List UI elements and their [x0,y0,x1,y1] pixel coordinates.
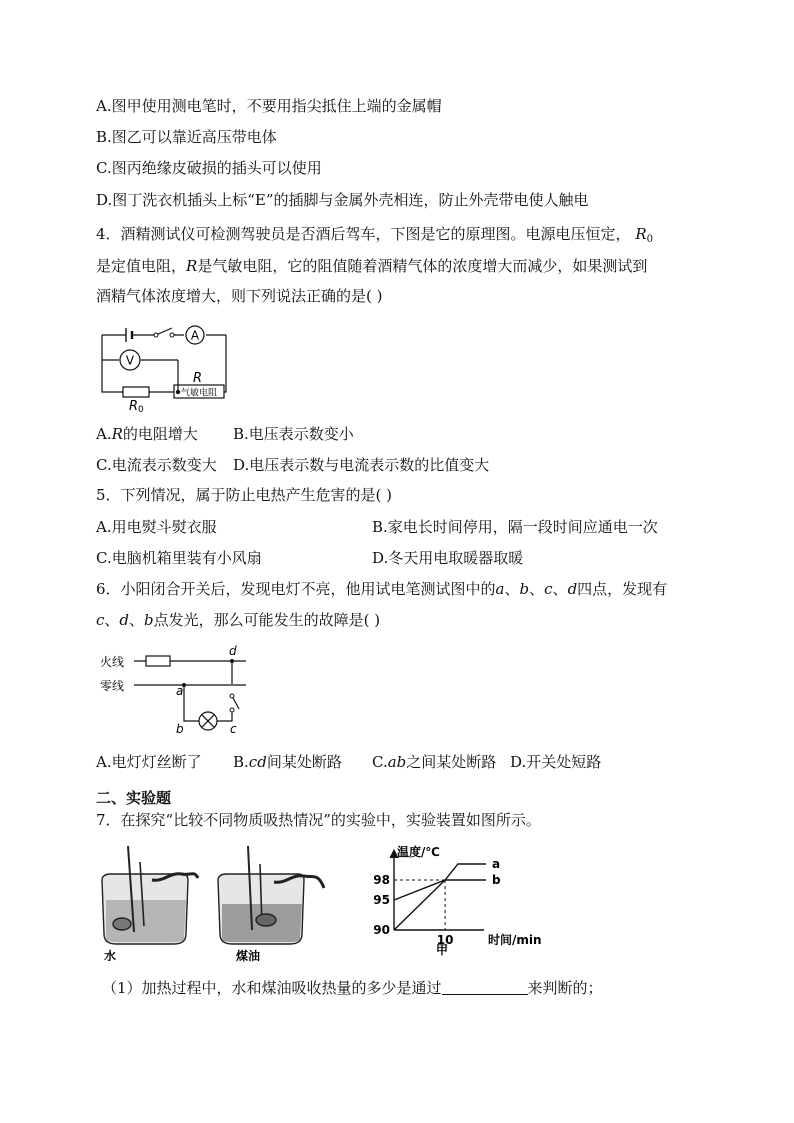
q7-beaker-kerosene [214,842,330,962]
q6-stem-text: 点发光，那么可能发生的故障是( ) [153,611,381,629]
q4-option-a-symbol: R [111,425,123,443]
point-a-label: a [176,684,184,698]
q6-options-row [96,752,602,772]
x-tick-label: 10 [436,933,454,947]
voltmeter-label: V [125,353,135,368]
y-tick-label: 90 [373,923,390,937]
q6-option-c-text: 之间某处断路 [406,753,497,771]
fixed-resistor-r0 [123,387,149,397]
q7-stem: 7．在探究“比较不同物质吸热情况”的实验中，实验装置如图所示。 [96,811,541,829]
q6-option-b-segment: cd [248,753,267,771]
live-wire-label: 火线 [100,655,125,669]
q5-option-b: B.家电长时间停用，隔一段时间应通电一次 [372,518,658,536]
q4-option-a-prefix: A. [96,425,112,443]
q4-option-a [96,425,198,443]
q6-option-c [372,752,496,772]
series-line-a [394,864,486,930]
sensor-caption: 气敏电阻 [180,388,218,399]
q5-option-c: C.电脑机箱里装有小风扇 [96,549,262,567]
q5-option-a: A.用电熨斗熨衣服 [96,518,217,536]
q4-circuit-diagram [96,320,236,415]
q7-beaker-water [98,842,204,962]
beaker-kerosene-label: 煤油 [236,949,261,963]
q4-r0-symbol: R [635,225,647,243]
q6-point-c: c [544,580,553,598]
q6-separator: 、 [129,611,145,629]
q7-sub1-text: （1）加热过程中，水和煤油吸收热量的多少是通过 [102,979,442,997]
q6-option-c-segment: ab [387,753,407,771]
q7-sub1-text-end: 来判断的； [527,979,603,997]
q5-option-d: D.冬天用电取暖器取暖 [372,549,524,567]
q4-options-row2 [96,455,490,475]
temperature-time-chart [360,838,560,956]
q4-stem-text: 是气敏电阻，它的阻值随着酒精气体的浓度增大而减少，如果测试到 [197,257,648,275]
chart-caption: 甲 [436,943,449,957]
answer-blank[interactable] [442,980,528,995]
section-heading-experiments: 二、实验题 [96,789,172,807]
q4-stem-line2 [96,256,647,276]
x-axis-label: 时间/min [488,933,542,947]
q5-stem: 5．下列情况，属于防止电热产生危害的是( ) [96,486,393,504]
q4-option-a-text: 的电阻增大 [122,425,198,443]
q3-option-c: C.图丙绝缘皮破损的插头可以使用 [96,159,322,177]
q4-stem-line1 [96,224,653,250]
q6-separator: 、 [504,580,520,598]
ammeter-label: A [190,328,200,343]
q6-separator: 、 [104,611,120,629]
series-line-b [394,880,486,900]
q6-option-b-prefix: B. [233,753,249,771]
q3-option-b: B.图乙可以靠近高压带电体 [96,128,277,146]
q6-stem-line2 [96,610,380,630]
q6-point-b: b [519,580,530,598]
neutral-wire-label: 零线 [100,679,125,693]
q4-option-d: D.电压表示数与电流表示数的比值变大 [233,456,490,474]
r0-label: R [129,399,139,414]
q4-stem-line3: 酒精气体浓度增大，则下列说法正确的是( ) [96,287,383,305]
q6-point-b: b [144,611,154,629]
q6-point-a: a [495,580,505,598]
y-axis-label: 温度/℃ [397,845,440,859]
q4-stem-text: 4．酒精测试仪可检测驾驶员是否酒后驾车，下图是它的原理图。电源电压恒定， [96,225,631,243]
q6-stem-text: 四点，发现有 [577,580,668,598]
q6-stem-line1 [96,579,667,599]
q6-circuit-diagram [96,642,256,742]
q4-option-c: C.电流表示数变大 [96,456,217,474]
r0-label-subscript: 0 [138,405,144,415]
q4-r0-subscript: 0 [646,234,654,245]
beaker-water-label: 水 [104,949,117,963]
q7-sub1 [102,978,603,998]
q6-point-c: c [96,611,105,629]
point-d-label: d [229,644,237,658]
y-tick-label: 95 [373,893,390,907]
q6-option-a: A.电灯灯丝断了 [96,753,202,771]
q4-option-b: B.电压表示数变小 [233,425,354,443]
fuse-icon [146,656,170,666]
q6-option-c-prefix: C. [372,753,388,771]
y-tick-label: 98 [373,873,390,887]
q6-stem-text: 6．小阳闭合开关后，发现电灯不亮，他用试电笔测试图中的 [96,580,496,598]
q6-option-b [233,752,342,772]
q4-stem-text: 是定值电阻， [96,257,187,275]
point-b-label: b [176,722,184,736]
q4-r-symbol: R [186,257,198,275]
q6-option-d: D.开关处短路 [510,753,602,771]
q4-options-row1 [96,424,354,444]
q3-option-a: A.图甲使用测电笔时，不要用指尖抵住上端的金属帽 [96,97,442,115]
series-label-a: a [492,857,501,871]
q6-point-d: d [119,611,130,629]
sensor-r-label: R [193,371,203,386]
point-c-label: c [230,722,237,736]
q3-option-d: D.图丁洗衣机插头上标“E”的插脚与金属外壳相连，防止外壳带电使人触电 [96,191,589,209]
q6-separator: 、 [529,580,545,598]
q6-separator: 、 [552,580,568,598]
series-label-b: b [492,873,501,887]
q6-option-b-text: 间某处断路 [266,753,342,771]
q6-point-d: d [567,580,578,598]
